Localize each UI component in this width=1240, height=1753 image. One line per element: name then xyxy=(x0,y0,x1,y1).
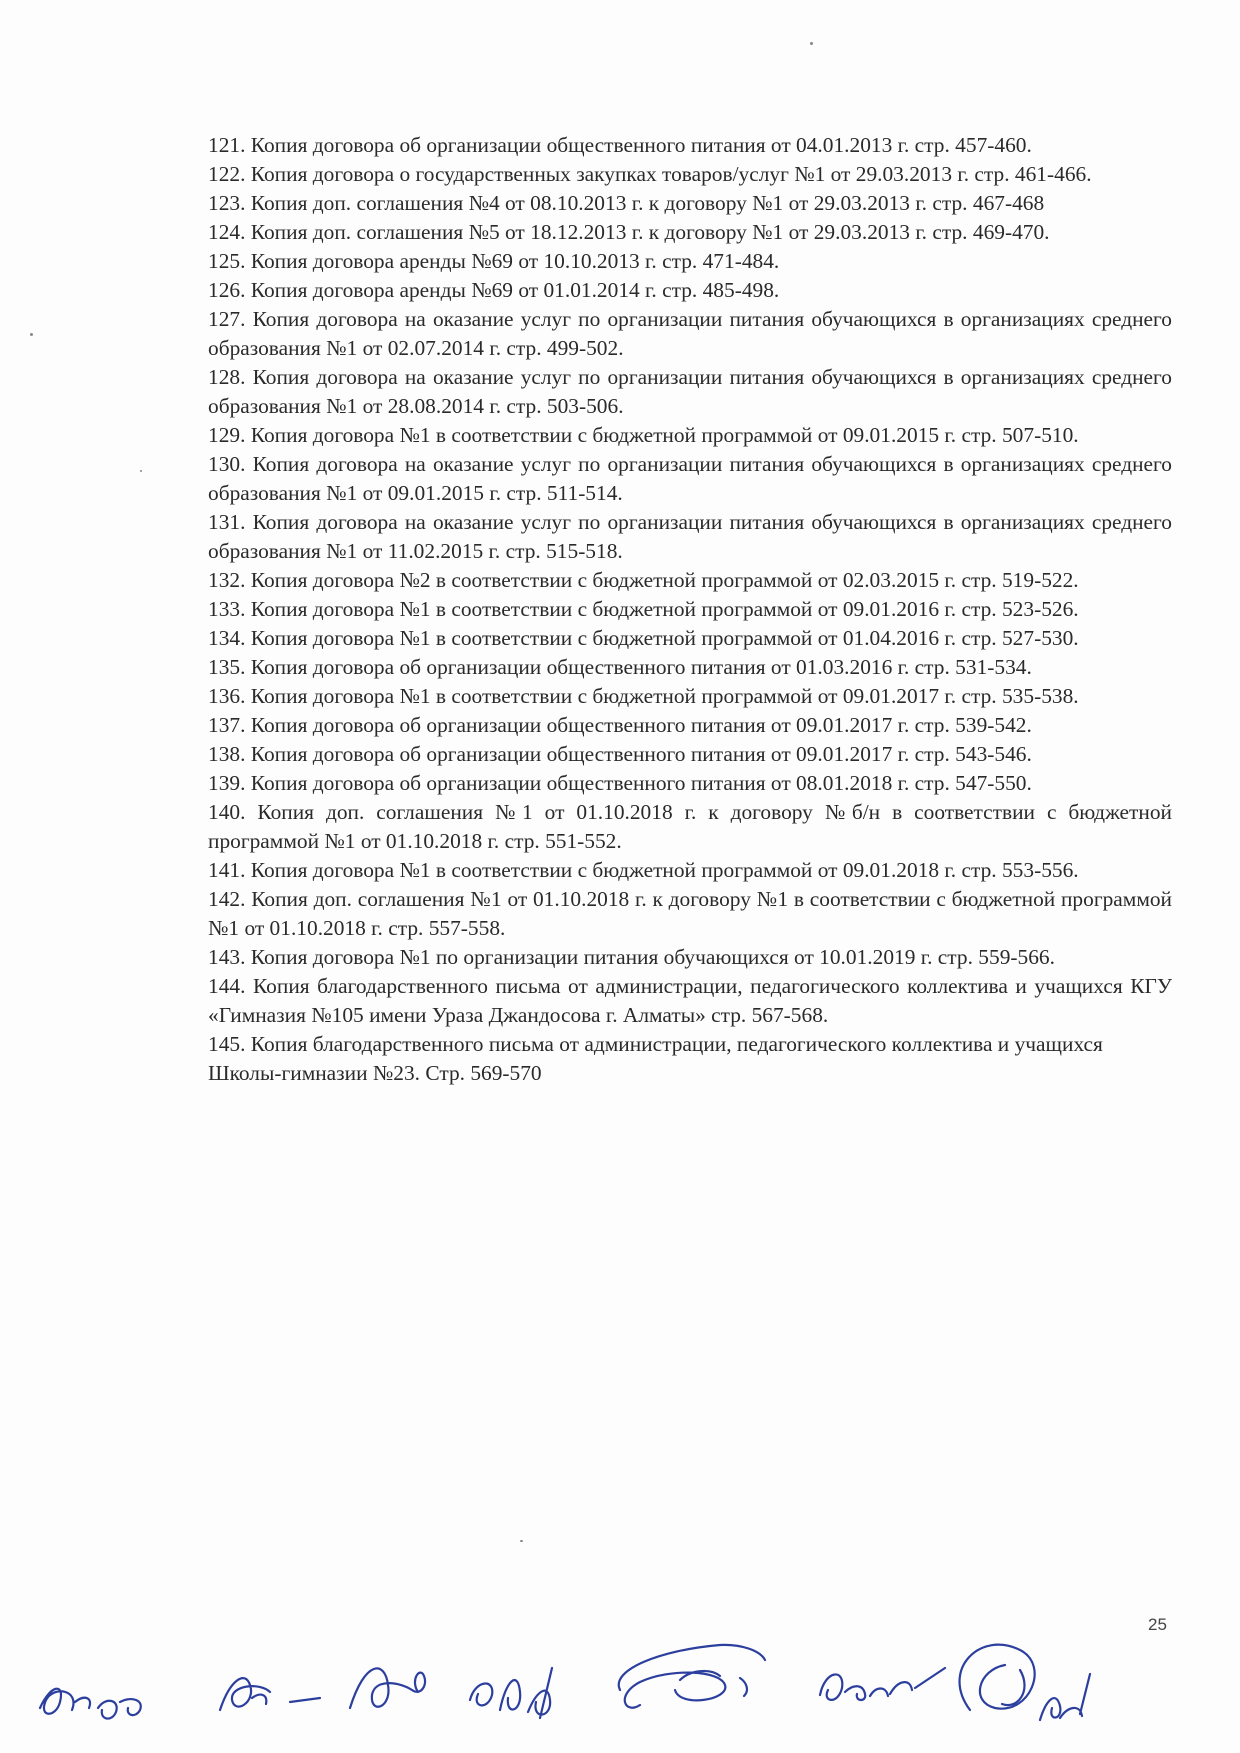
page-number: 25 xyxy=(1148,1615,1167,1634)
list-item: 125. Копия договора аренды №69 от 10.10.2013 г. стр. 471-484. xyxy=(208,249,780,273)
list-item: 142. Копия доп. соглашения №1 от 01.10.2018 г. к договору №1 в соответствии с бюджетной программой №1 от 01.10.2018 г. стр. 557-558. xyxy=(208,887,1172,940)
list-item-continuation: Школы-гимназии №23. Стр. 569-570 xyxy=(208,1061,542,1085)
list-item: 144. Копия благодарственного письма от администрации, педагогического коллектива и учащихся КГУ «Гимназия №105 имени Ураза Джандосова г. Алматы» стр. 567-568. xyxy=(208,974,1172,1027)
list-item: 126. Копия договора аренды №69 от 01.01.2014 г. стр. 485-498. xyxy=(208,278,780,302)
list-item: 128. Копия договора на оказание услуг по организации питания обучающихся в организациях среднего образования №1 от 28.08.2014 г. стр. 503-506. xyxy=(208,365,1172,418)
scan-speck xyxy=(810,42,813,45)
list-item: 122. Копия договора о государственных закупках товаров/услуг №1 от 29.03.2013 г. стр. 461-466. xyxy=(208,162,1092,186)
list-item: 140. Копия доп. соглашения №1 от 01.10.2018 г. к договору №б/н в соответствии с бюджетной программой №1 от 01.10.2018 г. стр. 551-552. xyxy=(208,800,1172,853)
signature-4 xyxy=(470,1668,552,1718)
list-item: 133. Копия договора №1 в соответствии с бюджетной программой от 09.01.2016 г. стр. 523-526. xyxy=(208,597,1079,621)
signatures-image xyxy=(20,1590,1220,1740)
list-item: 130. Копия договора на оказание услуг по организации питания обучающихся в организациях среднего образования №1 от 09.01.2015 г. стр. 511-514. xyxy=(208,452,1172,505)
list-item: 123. Копия доп. соглашения №4 от 08.10.2013 г. к договору №1 от 29.03.2013 г. стр. 467-468 xyxy=(208,191,1045,215)
list-item: 141. Копия договора №1 в соответствии с бюджетной программой от 09.01.2018 г. стр. 553-556. xyxy=(208,858,1079,882)
list-item: 131. Копия договора на оказание услуг по организации питания обучающихся в организациях среднего образования №1 от 11.02.2015 г. стр. 515-518. xyxy=(208,510,1172,563)
scan-speck xyxy=(140,470,142,472)
document-body xyxy=(208,131,1172,1088)
list-item: 134. Копия договора №1 в соответствии с бюджетной программой от 01.04.2016 г. стр. 527-530. xyxy=(208,626,1079,650)
list-item: 136. Копия договора №1 в соответствии с бюджетной программой от 09.01.2017 г. стр. 535-538. xyxy=(208,684,1079,708)
scan-speck xyxy=(520,1540,523,1542)
list-item: 132. Копия договора №2 в соответствии с бюджетной программой от 02.03.2015 г. стр. 519-522. xyxy=(208,568,1079,592)
list-item: 138. Копия договора об организации общественного питания от 09.01.2017 г. стр. 543-546. xyxy=(208,742,1032,766)
list-item: 135. Копия договора об организации общественного питания от 01.03.2016 г. стр. 531-534. xyxy=(208,655,1032,679)
signature-7 xyxy=(960,1645,1090,1720)
signature-6 xyxy=(820,1668,945,1700)
list-item: 127. Копия договора на оказание услуг по организации питания обучающихся в организациях среднего образования №1 от 02.07.2014 г. стр. 499-502. xyxy=(208,307,1172,360)
list-item: 137. Копия договора об организации общественного питания от 09.01.2017 г. стр. 539-542. xyxy=(208,713,1032,737)
list-item: 139. Копия договора об организации общественного питания от 08.01.2018 г. стр. 547-550. xyxy=(208,771,1032,795)
list-item: 145. Копия благодарственного письма от администрации, педагогического коллектива и учащихся xyxy=(208,1032,1103,1056)
list-item: 143. Копия договора №1 по организации питания обучающихся от 10.01.2019 г. стр. 559-566. xyxy=(208,945,1055,969)
list-item: 121. Копия договора об организации общественного питания от 04.01.2013 г. стр. 457-460. xyxy=(208,133,1032,157)
signature-5 xyxy=(619,1645,765,1708)
signature-1 xyxy=(40,1689,141,1719)
list-item: 124. Копия доп. соглашения №5 от 18.12.2013 г. к договору №1 от 29.03.2013 г. стр. 469-470. xyxy=(208,220,1050,244)
signature-3 xyxy=(350,1668,425,1708)
list-item: 129. Копия договора №1 в соответствии с бюджетной программой от 09.01.2015 г. стр. 507-510. xyxy=(208,423,1079,447)
scan-speck xyxy=(30,333,33,336)
signature-2 xyxy=(220,1678,320,1710)
